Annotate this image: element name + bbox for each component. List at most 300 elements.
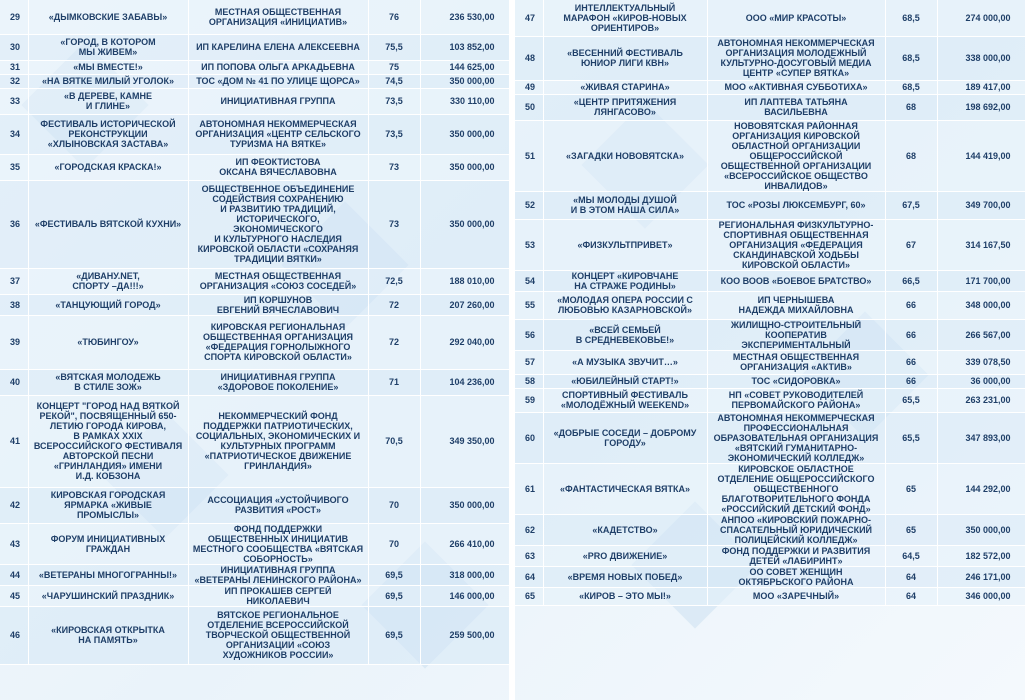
organization-name bbox=[707, 80, 885, 94]
score-value-text: 68 bbox=[905, 102, 916, 112]
organization-name bbox=[188, 369, 368, 395]
organization-name-text: ФОНД ПОДДЕРЖКИ И РАЗВИТИЯ ДЕТЕЙ «ЛАБИРИНТ» bbox=[721, 545, 871, 566]
row-number-text: 44 bbox=[10, 569, 21, 580]
grant-amount bbox=[420, 60, 509, 74]
score-value-text: 69,5 bbox=[385, 630, 403, 640]
project-name bbox=[28, 585, 188, 606]
organization-name-text: МЕСТНАЯ ОБЩЕСТВЕННАЯ ОРГАНИЗАЦИЯ «АКТИВ» bbox=[732, 352, 860, 372]
grant-amount bbox=[420, 0, 509, 34]
row-number bbox=[515, 587, 543, 605]
row-number-text: 36 bbox=[10, 219, 21, 229]
grant-amount-text: 198 692,00 bbox=[965, 102, 1011, 112]
table-row bbox=[515, 291, 1025, 319]
organization-name bbox=[707, 463, 885, 514]
table-row bbox=[515, 374, 1025, 388]
organization-name-text: ИП ПОПОВА ОЛЬГА АРКАДЬЕВНА bbox=[201, 62, 355, 72]
grant-amount-text: 259 500,00 bbox=[449, 630, 495, 640]
grant-amount-text: 350 000,00 bbox=[449, 129, 495, 139]
organization-name-text: КИРОВСКОЕ ОБЛАСТНОЕ ОТДЕЛЕНИЕ ОБЩЕРОССИЙСКОГО ОБЩЕСТВЕННОГО БЛАГОТВОРИТЕЛЬНОГО ФОНДА «РОССИЙСКИЙ ДЕТСКИЙ ФОНД» bbox=[717, 463, 875, 514]
organization-name-text: ТОС «ДОМ № 41 ПО УЛИЦЕ ЩОРСА» bbox=[196, 76, 360, 86]
project-name-text: «МОЛОДАЯ ОПЕРА РОССИИ С ЛЮБОВЬЮ КАЗАРНОВСКОЙ» bbox=[557, 295, 693, 315]
score-value-text: 72 bbox=[388, 337, 399, 347]
project-name bbox=[543, 219, 707, 270]
grant-amount bbox=[937, 291, 1025, 319]
grant-amount bbox=[420, 154, 509, 180]
row-number-text: 57 bbox=[525, 357, 536, 367]
project-name-text: «МЫ ВМЕСТЕ!» bbox=[73, 62, 143, 72]
row-number-text: 41 bbox=[10, 436, 21, 446]
score-value-text: 66 bbox=[905, 300, 916, 310]
project-name-text: «ДЫМКОВСКИЕ ЗАБАВЫ» bbox=[48, 11, 168, 22]
row-number bbox=[515, 463, 543, 514]
organization-name bbox=[188, 395, 368, 487]
row-number-text: 46 bbox=[10, 630, 21, 640]
organization-name bbox=[707, 412, 885, 463]
grant-amount-text: 349 350,00 bbox=[449, 436, 495, 446]
grant-amount-text: 144 419,00 bbox=[965, 150, 1011, 161]
project-name-text: «ВЕСЕННИЙ ФЕСТИВАЛЬ ЮНИОР ЛИГИ КВН» bbox=[567, 48, 683, 68]
score-value bbox=[368, 294, 420, 315]
row-number bbox=[0, 294, 28, 315]
table-row bbox=[0, 60, 509, 74]
score-value bbox=[368, 585, 420, 606]
score-value-text: 68,5 bbox=[902, 53, 920, 63]
table-row bbox=[515, 191, 1025, 219]
grant-amount-text: 188 010,00 bbox=[449, 276, 495, 286]
score-value bbox=[368, 564, 420, 585]
row-number-text: 56 bbox=[525, 329, 536, 340]
row-number-text: 48 bbox=[525, 53, 536, 63]
grant-amount-text: 350 000,00 bbox=[965, 524, 1011, 535]
organization-name-text: ИНИЦИАТИВНАЯ ГРУППА bbox=[220, 96, 336, 106]
row-number-text: 45 bbox=[10, 590, 21, 601]
table-row bbox=[0, 88, 509, 114]
row-number bbox=[0, 606, 28, 664]
project-name-text: «НА ВЯТКЕ МИЛЫЙ УГОЛОК» bbox=[42, 76, 174, 86]
score-value-text: 69,5 bbox=[385, 569, 403, 580]
organization-name bbox=[707, 191, 885, 219]
grant-amount-text: 330 110,00 bbox=[449, 96, 495, 106]
organization-name bbox=[707, 219, 885, 270]
row-number bbox=[515, 94, 543, 120]
score-value bbox=[368, 154, 420, 180]
row-number bbox=[515, 374, 543, 388]
organization-name bbox=[707, 587, 885, 605]
grant-amount-text: 348 000,00 bbox=[965, 300, 1011, 310]
row-number bbox=[515, 191, 543, 219]
grant-amount bbox=[420, 294, 509, 315]
project-name-text: «ДИВАНУ.NET, СПОРТУ –ДА!!!» bbox=[72, 271, 144, 291]
grant-amount-text: 346 000,00 bbox=[965, 591, 1011, 601]
score-value bbox=[885, 0, 937, 36]
score-value bbox=[885, 270, 937, 291]
grant-amount bbox=[420, 523, 509, 564]
score-value bbox=[885, 545, 937, 566]
organization-name-text: ТОС «СИДОРОВКА» bbox=[751, 376, 841, 386]
score-value-text: 68 bbox=[905, 150, 916, 161]
project-name-text: КОНЦЕРТ «КИРОВЧАНЕ НА СТРАЖЕ РОДИНЫ» bbox=[571, 270, 679, 291]
grant-amount bbox=[420, 88, 509, 114]
project-name bbox=[543, 463, 707, 514]
row-number bbox=[0, 315, 28, 369]
organization-name bbox=[707, 120, 885, 191]
table-row bbox=[0, 315, 509, 369]
row-number-text: 33 bbox=[10, 96, 21, 106]
row-number-text: 49 bbox=[525, 82, 536, 92]
grant-amount bbox=[937, 545, 1025, 566]
grant-amount-text: 171 700,00 bbox=[965, 275, 1011, 286]
score-value bbox=[885, 291, 937, 319]
table-row bbox=[0, 395, 509, 487]
organization-name bbox=[188, 487, 368, 523]
row-number bbox=[515, 36, 543, 80]
project-name bbox=[28, 154, 188, 180]
score-value bbox=[885, 94, 937, 120]
row-number bbox=[0, 74, 28, 88]
project-name-text: «КАДЕТСТВО» bbox=[592, 524, 658, 535]
score-value-text: 64,5 bbox=[902, 550, 920, 561]
score-value bbox=[885, 191, 937, 219]
score-value-text: 75,5 bbox=[385, 42, 403, 52]
row-number bbox=[515, 388, 543, 412]
grant-amount bbox=[420, 606, 509, 664]
grant-amount bbox=[420, 487, 509, 523]
organization-name-text: МОО «АКТИВНАЯ СУББОТИХА» bbox=[724, 82, 868, 92]
score-value-text: 69,5 bbox=[385, 590, 403, 601]
grant-amount bbox=[937, 412, 1025, 463]
row-number bbox=[515, 319, 543, 350]
project-name-text: «ВЯТСКАЯ МОЛОДЕЖЬ В СТИЛЕ ЗОЖ» bbox=[55, 372, 161, 392]
project-name-text: «ГОРОД, В КОТОРОМ МЫ ЖИВЕМ» bbox=[60, 37, 156, 57]
score-value-text: 73,5 bbox=[385, 96, 403, 106]
score-value bbox=[368, 523, 420, 564]
organization-name-text: ИП ПРОКАШЕВ СЕРГЕЙ НИКОЛАЕВИЧ bbox=[224, 585, 332, 606]
table-row bbox=[0, 585, 509, 606]
project-name-text: «В ДЕРЕВЕ, КАМНЕ И ГЛИНЕ» bbox=[64, 91, 152, 111]
table-row bbox=[515, 587, 1025, 605]
project-name-text: «ВРЕМЯ НОВЫХ ПОБЕД» bbox=[567, 571, 683, 582]
row-number-text: 30 bbox=[10, 42, 21, 52]
organization-name-text: КОО ВООВ «БОЕВОЕ БРАТСТВО» bbox=[720, 275, 872, 286]
project-name-text: «ВСЕЙ СЕМЬЕЙ В СРЕДНЕВЕКОВЬЕ!» bbox=[575, 324, 675, 345]
row-number bbox=[515, 219, 543, 270]
table-row bbox=[0, 369, 509, 395]
project-name-text: «ВЕТЕРАНЫ МНОГОГРАННЫ!» bbox=[38, 569, 178, 580]
grant-amount-text: 292 040,00 bbox=[449, 337, 495, 347]
project-name-text: «ЮБИЛЕЙНЫЙ СТАРТ!» bbox=[571, 376, 679, 386]
score-value bbox=[368, 88, 420, 114]
table-row bbox=[0, 180, 509, 268]
organization-name bbox=[188, 564, 368, 585]
project-name bbox=[28, 268, 188, 294]
score-value-text: 72 bbox=[388, 299, 399, 310]
score-value bbox=[368, 606, 420, 664]
project-name bbox=[28, 564, 188, 585]
row-number-text: 50 bbox=[525, 102, 536, 112]
table-row bbox=[0, 564, 509, 585]
project-name bbox=[543, 587, 707, 605]
score-value-text: 71 bbox=[388, 377, 399, 387]
score-value bbox=[368, 180, 420, 268]
grant-amount-text: 318 000,00 bbox=[449, 569, 495, 580]
row-number bbox=[515, 545, 543, 566]
organization-name bbox=[188, 114, 368, 154]
organization-name-text: АНПОО «КИРОВСКИЙ ПОЖАРНО- СПАСАТЕЛЬНЫЙ ЮРИДИЧЕСКИЙ ПОЛИЦЕЙСКИЙ КОЛЛЕДЖ» bbox=[719, 514, 873, 545]
score-value bbox=[885, 587, 937, 605]
project-name bbox=[543, 374, 707, 388]
project-name-text: «ТЮБИНГОУ» bbox=[77, 337, 139, 347]
grant-amount bbox=[937, 319, 1025, 350]
project-name bbox=[543, 319, 707, 350]
project-name bbox=[543, 94, 707, 120]
organization-name-text: ИП ЛАПТЕВА ТАТЬЯНА ВАСИЛЬЕВНА bbox=[744, 97, 848, 117]
row-number bbox=[0, 523, 28, 564]
organization-name bbox=[707, 0, 885, 36]
grant-amount-text: 266 567,00 bbox=[965, 329, 1011, 340]
grant-amount-text: 236 530,00 bbox=[449, 11, 495, 22]
organization-name bbox=[707, 270, 885, 291]
score-value-text: 66 bbox=[905, 329, 916, 340]
organization-name-text: РЕГИОНАЛЬНАЯ ФИЗКУЛЬТУРНО- СПОРТИВНАЯ ОБЩЕСТВЕННАЯ ОРГАНИЗАЦИЯ «ФЕДЕРАЦИЯ СКАНДИНАВСКОЙ ХОДЬБЫ КИРОВСКОЙ ОБЛАСТИ» bbox=[718, 219, 874, 270]
project-name bbox=[28, 60, 188, 74]
score-value-text: 70,5 bbox=[385, 436, 403, 446]
grant-amount bbox=[937, 191, 1025, 219]
score-value-text: 65 bbox=[905, 483, 916, 494]
grant-amount bbox=[420, 180, 509, 268]
grant-amount-text: 144 292,00 bbox=[965, 483, 1011, 494]
table-row bbox=[0, 268, 509, 294]
table-row bbox=[515, 270, 1025, 291]
grant-amount-text: 103 852,00 bbox=[449, 42, 495, 52]
organization-name-text: МОО «ЗАРЕЧНЫЙ» bbox=[752, 591, 840, 601]
row-number-text: 55 bbox=[525, 300, 536, 310]
table-row bbox=[515, 412, 1025, 463]
project-name bbox=[28, 315, 188, 369]
grant-amount-text: 189 417,00 bbox=[965, 82, 1011, 92]
score-value bbox=[885, 120, 937, 191]
grant-amount-text: 274 000,00 bbox=[965, 12, 1011, 23]
row-number bbox=[0, 369, 28, 395]
organization-name-text: ИП КАРЕЛИНА ЕЛЕНА АЛЕКСЕЕВНА bbox=[196, 42, 360, 52]
grant-amount bbox=[937, 0, 1025, 36]
organization-name bbox=[707, 514, 885, 545]
row-number bbox=[0, 564, 28, 585]
project-name bbox=[28, 0, 188, 34]
table-row bbox=[0, 294, 509, 315]
score-value bbox=[885, 374, 937, 388]
score-value bbox=[368, 0, 420, 34]
row-number-text: 31 bbox=[10, 62, 21, 72]
row-number-text: 53 bbox=[525, 239, 536, 250]
project-name bbox=[28, 395, 188, 487]
table-row bbox=[0, 487, 509, 523]
project-name bbox=[543, 191, 707, 219]
organization-name bbox=[188, 34, 368, 60]
row-number bbox=[0, 395, 28, 487]
project-name bbox=[543, 36, 707, 80]
row-number bbox=[515, 270, 543, 291]
grant-amount bbox=[420, 585, 509, 606]
score-value bbox=[368, 315, 420, 369]
organization-name-text: ВЯТСКОЕ РЕГИОНАЛЬНОЕ ОТДЕЛЕНИЕ ВСЕРОССИЙСКОЙ ТВОРЧЕСКОЙ ОБЩЕСТВЕННОЙ ОРГАНИЗАЦИИ «СОЮЗ ХУДОЖНИКОВ РОССИИ» bbox=[205, 610, 351, 660]
grant-amount bbox=[420, 34, 509, 60]
organization-name bbox=[188, 60, 368, 74]
organization-name-text: НОВОВЯТСКАЯ РАЙОННАЯ ОРГАНИЗАЦИЯ КИРОВСКОЙ ОБЛАСТНОЙ ОРГАНИЗАЦИИ ОБЩЕРОССИЙСКОЙ ОБЩЕСТВЕННОЙ ОРГАНИЗАЦИИ «ВСЕРОССИЙСКОЕ ОБЩЕСТВО ИНВАЛИДОВ» bbox=[720, 120, 872, 191]
grant-amount bbox=[937, 94, 1025, 120]
grant-amount bbox=[937, 566, 1025, 587]
score-value-text: 66 bbox=[905, 376, 916, 386]
row-number-text: 64 bbox=[525, 571, 536, 582]
row-number-text: 29 bbox=[10, 11, 21, 22]
project-name bbox=[543, 270, 707, 291]
grant-amount-text: 36 000,00 bbox=[970, 376, 1011, 386]
row-number bbox=[515, 120, 543, 191]
table-row bbox=[0, 114, 509, 154]
organization-name bbox=[188, 606, 368, 664]
project-name-text: «PRO ДВИЖЕНИЕ» bbox=[582, 550, 668, 561]
grant-amount bbox=[420, 369, 509, 395]
project-name-text: «ТАНЦУЮЩИЙ ГОРОД» bbox=[55, 299, 161, 310]
organization-name-text: МЕСТНАЯ ОБЩЕСТВЕННАЯ ОРГАНИЗАЦИЯ «ИНИЦИАТИВ» bbox=[208, 6, 348, 27]
score-value bbox=[885, 319, 937, 350]
score-value-text: 65,5 bbox=[902, 395, 920, 405]
organization-name bbox=[707, 388, 885, 412]
project-name-text: «ЦЕНТР ПРИТЯЖЕНИЯ ЛЯНГАСОВО» bbox=[573, 97, 677, 117]
organization-name-text: НП «СОВЕТ РУКОВОДИТЕЛЕЙ ПЕРВОМАЙСКОГО РАЙОНА» bbox=[728, 390, 864, 410]
score-value bbox=[368, 60, 420, 74]
row-number-text: 54 bbox=[525, 275, 536, 286]
project-name bbox=[28, 523, 188, 564]
grant-amount bbox=[420, 268, 509, 294]
score-value-text: 74,5 bbox=[385, 76, 403, 86]
row-number bbox=[515, 412, 543, 463]
table-row bbox=[515, 463, 1025, 514]
row-number-text: 60 bbox=[525, 432, 536, 443]
grant-amount-text: 266 410,00 bbox=[449, 538, 495, 549]
table-row bbox=[515, 350, 1025, 374]
organization-name bbox=[188, 88, 368, 114]
project-name bbox=[543, 291, 707, 319]
table-row bbox=[0, 523, 509, 564]
score-value bbox=[885, 412, 937, 463]
organization-name-text: ООО «МИР КРАСОТЫ» bbox=[745, 12, 847, 23]
organization-name bbox=[188, 180, 368, 268]
row-number-text: 62 bbox=[525, 524, 536, 535]
table-row bbox=[515, 0, 1025, 36]
score-value-text: 67 bbox=[905, 239, 916, 250]
score-value bbox=[368, 114, 420, 154]
row-number-text: 52 bbox=[525, 200, 536, 210]
table-row bbox=[515, 36, 1025, 80]
project-name bbox=[28, 369, 188, 395]
row-number bbox=[515, 80, 543, 94]
table-row bbox=[515, 388, 1025, 412]
score-value-text: 68,5 bbox=[902, 12, 920, 23]
grant-amount bbox=[420, 315, 509, 369]
row-number-text: 34 bbox=[10, 129, 21, 139]
project-name-text: СПОРТИВНЫЙ ФЕСТИВАЛЬ «МОЛОДЁЖНЫЙ WEEKEND» bbox=[560, 390, 690, 410]
table-row bbox=[515, 94, 1025, 120]
organization-name bbox=[707, 566, 885, 587]
results-table-right bbox=[515, 0, 1025, 606]
grant-amount bbox=[420, 74, 509, 88]
project-name bbox=[543, 80, 707, 94]
project-name bbox=[543, 350, 707, 374]
project-name bbox=[28, 74, 188, 88]
row-number-text: 61 bbox=[525, 483, 536, 494]
table-row bbox=[515, 514, 1025, 545]
grant-amount bbox=[937, 374, 1025, 388]
grant-amount-text: 350 000,00 bbox=[449, 76, 495, 86]
row-number bbox=[0, 34, 28, 60]
grant-amount-text: 350 000,00 bbox=[449, 162, 495, 172]
project-name bbox=[543, 388, 707, 412]
organization-name-text: КИРОВСКАЯ РЕГИОНАЛЬНАЯ ОБЩЕСТВЕННАЯ ОРГАНИЗАЦИЯ «ФЕДЕРАЦИЯ ГОРНОЛЫЖНОГО СПОРТА КИРОВСКОЙ ОБЛАСТИ» bbox=[202, 322, 354, 362]
organization-name-text: НЕКОММЕРЧЕСКИЙ ФОНД ПОДДЕРЖКИ ПАТРИОТИЧЕСКИХ, СОЦИАЛЬНЫХ, ЭКОНОМИЧЕСКИХ И КУЛЬТУРНЫХ ПРОГРАММ «ПАТРИОТИЧЕСКОЕ ДВИЖЕНИЕ ГРИНЛАНДИЯ» bbox=[195, 411, 361, 471]
score-value bbox=[368, 487, 420, 523]
row-number-text: 35 bbox=[10, 162, 21, 172]
score-value bbox=[368, 395, 420, 487]
grant-amount bbox=[937, 587, 1025, 605]
grant-amount-text: 349 700,00 bbox=[965, 200, 1011, 210]
organization-name bbox=[707, 374, 885, 388]
row-number-text: 58 bbox=[525, 376, 536, 386]
project-name bbox=[543, 545, 707, 566]
project-name-text: «ЧАРУШИНСКИЙ ПРАЗДНИК» bbox=[41, 590, 175, 601]
project-name bbox=[543, 120, 707, 191]
project-name bbox=[28, 606, 188, 664]
row-number bbox=[515, 566, 543, 587]
organization-name bbox=[707, 319, 885, 350]
score-value bbox=[885, 350, 937, 374]
table-row bbox=[515, 566, 1025, 587]
row-number bbox=[0, 60, 28, 74]
organization-name-text: АССОЦИАЦИЯ «УСТОЙЧИВОГО РАЗВИТИЯ «РОСТ» bbox=[207, 495, 349, 515]
table-row bbox=[0, 0, 509, 34]
organization-name-text: ИП ЧЕРНЫШЕВА НАДЕЖДА МИХАЙЛОВНА bbox=[738, 295, 854, 315]
organization-name-text: ОО СОВЕТ ЖЕНЩИН ОКТЯБРЬСКОГО РАЙОНА bbox=[738, 566, 854, 587]
score-value-text: 67,5 bbox=[902, 200, 920, 210]
organization-name bbox=[188, 0, 368, 34]
project-name bbox=[28, 180, 188, 268]
organization-name-text: ИНИЦИАТИВНАЯ ГРУППА «ЗДОРОВОЕ ПОКОЛЕНИЕ» bbox=[217, 372, 339, 392]
score-value bbox=[885, 514, 937, 545]
project-name-text: «МЫ МОЛОДЫ ДУШОЙ И В ЭТОМ НАША СИЛА» bbox=[570, 195, 680, 215]
grant-amount bbox=[937, 350, 1025, 374]
row-number-text: 38 bbox=[10, 299, 21, 310]
table-row bbox=[515, 319, 1025, 350]
row-number-text: 63 bbox=[525, 550, 536, 561]
score-value-text: 65 bbox=[905, 524, 916, 535]
project-name bbox=[543, 566, 707, 587]
score-value-text: 75 bbox=[388, 62, 399, 72]
grant-amount-text: 338 000,00 bbox=[965, 53, 1011, 63]
project-name bbox=[543, 514, 707, 545]
project-name bbox=[543, 0, 707, 36]
table-row bbox=[515, 120, 1025, 191]
project-name bbox=[543, 412, 707, 463]
score-value bbox=[885, 219, 937, 270]
grant-amount-text: 350 000,00 bbox=[449, 219, 495, 229]
organization-name-text: ИП ФЕОКТИСТОВА ОКСАНА ВЯЧЕСЛАВОВНА bbox=[219, 157, 337, 177]
row-number bbox=[515, 0, 543, 36]
score-value-text: 68,5 bbox=[902, 82, 920, 92]
row-number bbox=[515, 350, 543, 374]
score-value-text: 64 bbox=[905, 591, 916, 601]
project-name-text: КОНЦЕРТ "ГОРОД НАД ВЯТКОЙ РЕКОЙ", ПОСВЯЩЕННЫЙ 650- ЛЕТИЮ ГОРОДА КИРОВА, В РАМКАХ XXIX ВСЕРОССИЙСКОГО ФЕСТИВАЛЯ АВТОРСКОЙ ПЕСНИ «ГРИНЛАНДИЯ» ИМЕНИ И.Д. КОБЗОНА bbox=[33, 401, 183, 481]
grant-amount bbox=[937, 463, 1025, 514]
project-name-text: ИНТЕЛЛЕКТУАЛЬНЫЙ МАРАФОН «КИРОВ-НОВЫХ ОРИЕНТИРОВ» bbox=[563, 2, 687, 33]
